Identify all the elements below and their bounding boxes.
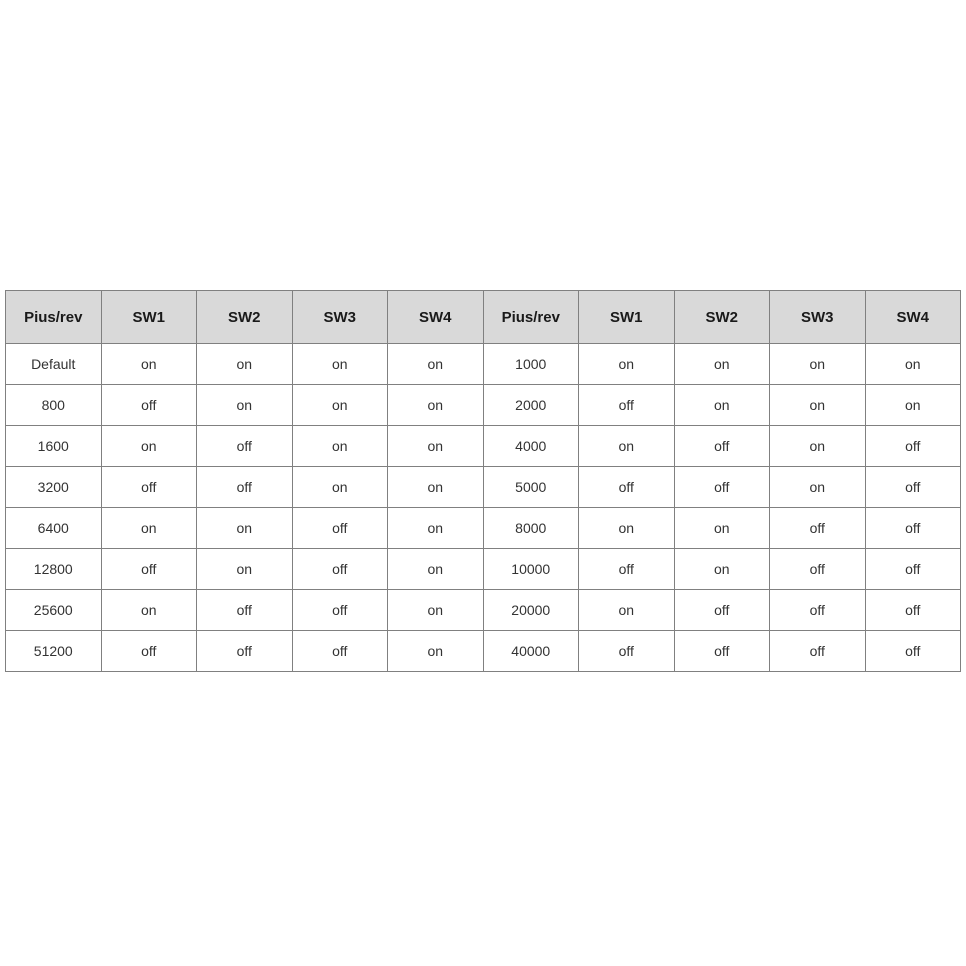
table-cell: on	[388, 385, 484, 426]
column-header: SW3	[770, 291, 866, 344]
table-cell: on	[292, 467, 388, 508]
column-header: SW1	[579, 291, 675, 344]
table-cell: on	[579, 426, 675, 467]
table-cell: on	[197, 344, 293, 385]
table-cell: on	[388, 631, 484, 672]
table-row	[6, 590, 961, 631]
table-cell: off	[197, 590, 293, 631]
column-header: SW4	[865, 291, 961, 344]
column-header: SW2	[197, 291, 293, 344]
table-cell: 800	[6, 385, 102, 426]
table-cell: on	[101, 344, 197, 385]
table-cell: off	[865, 467, 961, 508]
table-cell: on	[101, 426, 197, 467]
table-cell: on	[579, 344, 675, 385]
table-cell: off	[865, 549, 961, 590]
table-cell: on	[770, 467, 866, 508]
table-body	[6, 344, 961, 672]
table-row	[6, 467, 961, 508]
table-cell: off	[197, 467, 293, 508]
table-cell: 12800	[6, 549, 102, 590]
table-cell: off	[579, 549, 675, 590]
table-row	[6, 385, 961, 426]
table-cell: off	[579, 385, 675, 426]
table-cell: on	[197, 549, 293, 590]
table-cell: on	[197, 508, 293, 549]
table-cell: on	[865, 385, 961, 426]
table-cell: on	[579, 590, 675, 631]
table-cell: off	[101, 467, 197, 508]
column-header: SW2	[674, 291, 770, 344]
table-cell: 5000	[483, 467, 579, 508]
table-cell: off	[101, 631, 197, 672]
table-cell: off	[197, 631, 293, 672]
table-cell: off	[770, 508, 866, 549]
table-row	[6, 631, 961, 672]
table-cell: 8000	[483, 508, 579, 549]
table-cell: on	[865, 344, 961, 385]
table-cell: off	[865, 508, 961, 549]
table-cell: on	[388, 508, 484, 549]
table-cell: on	[674, 549, 770, 590]
table-cell: 40000	[483, 631, 579, 672]
table-cell: on	[101, 508, 197, 549]
table-cell: 1600	[6, 426, 102, 467]
table-cell: off	[292, 508, 388, 549]
table-cell: 20000	[483, 590, 579, 631]
table-cell: on	[579, 508, 675, 549]
table-row	[6, 508, 961, 549]
table-cell: off	[674, 631, 770, 672]
table-cell: on	[101, 590, 197, 631]
table-cell: on	[674, 385, 770, 426]
table-cell: 4000	[483, 426, 579, 467]
table-cell: on	[674, 344, 770, 385]
table-row	[6, 549, 961, 590]
table-cell: on	[292, 385, 388, 426]
table-cell: 25600	[6, 590, 102, 631]
table-cell: on	[292, 344, 388, 385]
table-cell: on	[770, 426, 866, 467]
table-row	[6, 344, 961, 385]
table-cell: 10000	[483, 549, 579, 590]
dip-switch-settings-table	[5, 290, 961, 672]
table-cell: off	[292, 631, 388, 672]
column-header: SW3	[292, 291, 388, 344]
table-cell: off	[770, 590, 866, 631]
column-header: Pius/rev	[483, 291, 579, 344]
table-cell: off	[674, 590, 770, 631]
table-cell: on	[388, 549, 484, 590]
table-cell: 51200	[6, 631, 102, 672]
table-cell: off	[101, 385, 197, 426]
table-cell: off	[770, 631, 866, 672]
table-cell: off	[292, 590, 388, 631]
table-cell: on	[674, 508, 770, 549]
table-cell: off	[865, 631, 961, 672]
table-cell: Default	[6, 344, 102, 385]
table-cell: off	[674, 467, 770, 508]
table-cell: on	[197, 385, 293, 426]
table-cell: on	[388, 467, 484, 508]
table-cell: on	[388, 426, 484, 467]
table-cell: on	[770, 385, 866, 426]
table-cell: off	[579, 467, 675, 508]
table-cell: on	[388, 590, 484, 631]
table-cell: 1000	[483, 344, 579, 385]
table-row	[6, 426, 961, 467]
table-cell: off	[579, 631, 675, 672]
table-cell: off	[197, 426, 293, 467]
table-cell: on	[388, 344, 484, 385]
table-cell: 6400	[6, 508, 102, 549]
table-cell: 3200	[6, 467, 102, 508]
table-cell: on	[292, 426, 388, 467]
table-cell: off	[674, 426, 770, 467]
column-header: Pius/rev	[6, 291, 102, 344]
table-cell: off	[770, 549, 866, 590]
table-cell: off	[865, 426, 961, 467]
column-header: SW4	[388, 291, 484, 344]
table-cell: on	[770, 344, 866, 385]
table-cell: off	[865, 590, 961, 631]
table-cell: 2000	[483, 385, 579, 426]
table-header-row	[6, 291, 961, 344]
table-cell: off	[101, 549, 197, 590]
table-header	[6, 291, 961, 344]
column-header: SW1	[101, 291, 197, 344]
table-cell: off	[292, 549, 388, 590]
